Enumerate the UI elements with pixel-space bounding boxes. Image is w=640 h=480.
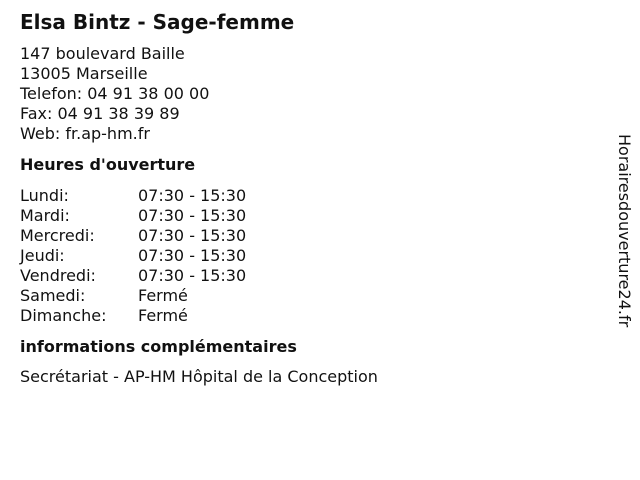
day-label: Dimanche:	[20, 306, 107, 325]
day-hours: 07:30 - 15:30	[138, 186, 247, 205]
day-label: Vendredi:	[20, 266, 96, 285]
extra-info-heading: informations complémentaires	[20, 337, 297, 356]
day-label: Jeudi:	[20, 246, 65, 265]
city-address: 13005 Marseille	[20, 64, 148, 83]
street-address: 147 boulevard Baille	[20, 44, 185, 63]
hours-row-thursday	[20, 246, 600, 266]
hours-row-sunday	[20, 306, 600, 326]
extra-info-text: Secrétariat - AP-HM Hôpital de la Conception	[20, 367, 378, 386]
day-hours: Fermé	[138, 286, 188, 305]
hours-heading: Heures d'ouverture	[20, 155, 196, 174]
day-hours: 07:30 - 15:30	[138, 246, 247, 265]
fax-number: Fax: 04 91 38 39 89	[20, 104, 180, 123]
phone-number: Telefon: 04 91 38 00 00	[20, 84, 210, 103]
page-title: Elsa Bintz - Sage-femme	[20, 10, 295, 34]
hours-row-tuesday	[20, 206, 600, 226]
day-hours: 07:30 - 15:30	[138, 206, 247, 225]
hours-row-monday	[20, 186, 600, 206]
site-watermark: Horairesdouverture24.fr	[615, 134, 634, 328]
address-block	[20, 44, 600, 144]
hours-row-wednesday	[20, 226, 600, 246]
day-hours: Fermé	[138, 306, 188, 325]
day-hours: 07:30 - 15:30	[138, 266, 247, 285]
day-label: Mercredi:	[20, 226, 95, 245]
hours-row-saturday	[20, 286, 600, 306]
day-label: Mardi:	[20, 206, 70, 225]
hours-row-friday	[20, 266, 600, 286]
website-link[interactable]: Web: fr.ap-hm.fr	[20, 124, 150, 143]
day-label: Samedi:	[20, 286, 86, 305]
hours-table	[20, 186, 600, 326]
day-label: Lundi:	[20, 186, 69, 205]
day-hours: 07:30 - 15:30	[138, 226, 247, 245]
listing-card	[20, 10, 600, 387]
